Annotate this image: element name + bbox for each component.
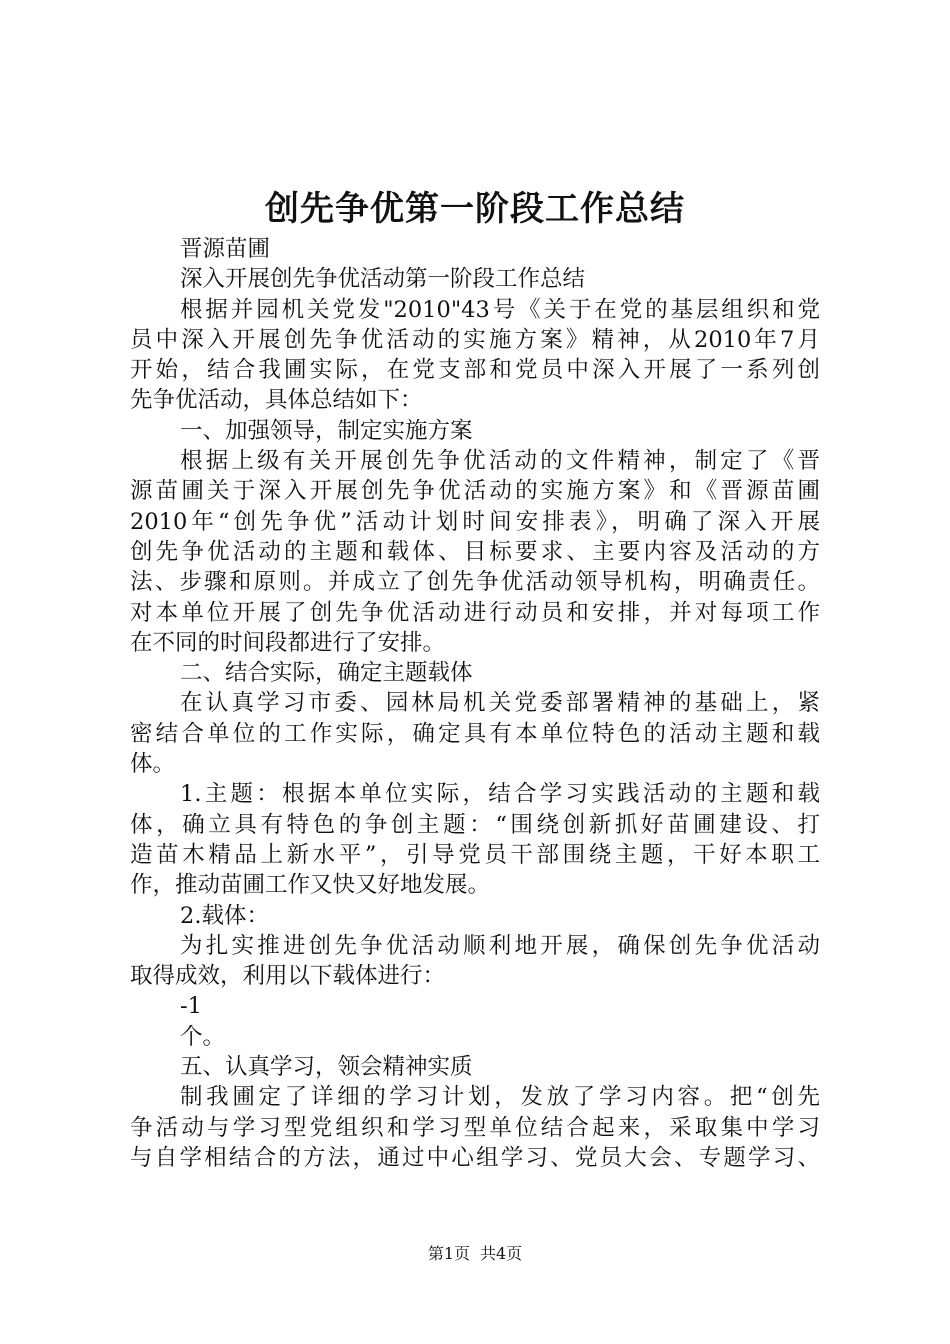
body-line-8: 根据上级有关开展创先争优活动的文件精神，制定了《晋: [180, 448, 820, 475]
section-heading-1: 一、加强领导，制定实施方案: [180, 417, 473, 444]
body-line-22: 作，推动苗圃工作又快又好地发展。: [130, 872, 491, 899]
body-line-2: 深入开展创先争优活动第一阶段工作总结: [180, 266, 586, 293]
body-line-29: 制我圃定了详细的学习计划，发放了学习内容。把“创先: [180, 1084, 820, 1111]
body-line-9: 源苗圃关于深入开展创先争优活动的实施方案》和《晋源苗圃: [130, 478, 820, 505]
body-line-14: 在不同的时间段都进行了安排。: [130, 629, 446, 656]
body-line-18: 体。: [130, 751, 176, 778]
body-line-13: 对本单位开展了创先争优活动进行动员和安排，并对每项工作: [130, 599, 820, 626]
body-line-27: 个。: [180, 1023, 226, 1050]
body-line-23: 2.载体：: [180, 902, 269, 929]
document-title: 创先争优第一阶段工作总结: [265, 189, 685, 229]
body-line-4: 员中深入开展创先争优活动的实施方案》精神，从2010年7月: [130, 326, 820, 353]
body-line-25: 取得成效，利用以下载体进行：: [130, 963, 446, 990]
body-line-17: 密结合单位的工作实际，确定具有本单位特色的活动主题和载: [130, 720, 820, 747]
body-line-11: 创先争优活动的主题和载体、目标要求、主要内容及活动的方: [130, 538, 820, 565]
body-line-16: 在认真学习市委、园林局机关党委部署精神的基础上，紧: [180, 690, 820, 717]
body-line-21: 造苗木精品上新水平”，引导党员干部围绕主题，干好本职工: [130, 841, 820, 868]
body-line-26: -1: [180, 993, 202, 1020]
body-line-19: 1.主题：根据本单位实际，结合学习实践活动的主题和载: [180, 781, 820, 808]
document-body: [130, 234, 820, 1173]
body-line-20: 体，确立具有特色的争创主题：“围绕创新抓好苗圃建设、打: [130, 811, 820, 838]
section-heading-2: 二、结合实际，确定主题载体: [180, 660, 473, 687]
page-number: 第1页: [427, 1244, 470, 1263]
body-line-6: 先争优活动，具体总结如下：: [130, 387, 423, 414]
page-footer: [0, 1243, 950, 1265]
body-line-1: 晋源苗圃: [180, 236, 271, 262]
body-line-12: 法、步骤和原则。并成立了创先争优活动领导机构，明确责任。: [130, 569, 820, 596]
section-heading-5: 五、认真学习，领会精神实质: [180, 1054, 473, 1081]
body-line-3: 根据并园机关党发"2010"43号《关于在党的基层组织和党: [180, 296, 820, 323]
body-line-24: 为扎实推进创先争优活动顺利地开展，确保创先争优活动: [180, 932, 820, 959]
body-line-10: 2010年“创先争优”活动计划时间安排表》，明确了深入开展: [130, 508, 820, 535]
body-line-30: 争活动与学习型党组织和学习型单位结合起来，采取集中学习: [130, 1114, 820, 1141]
body-line-31: 与自学相结合的方法，通过中心组学习、党员大会、专题学习、: [130, 1144, 820, 1171]
body-line-5: 开始，结合我圃实际，在党支部和党员中深入开展了一系列创: [130, 357, 820, 384]
page-total: 共4页: [480, 1244, 523, 1263]
